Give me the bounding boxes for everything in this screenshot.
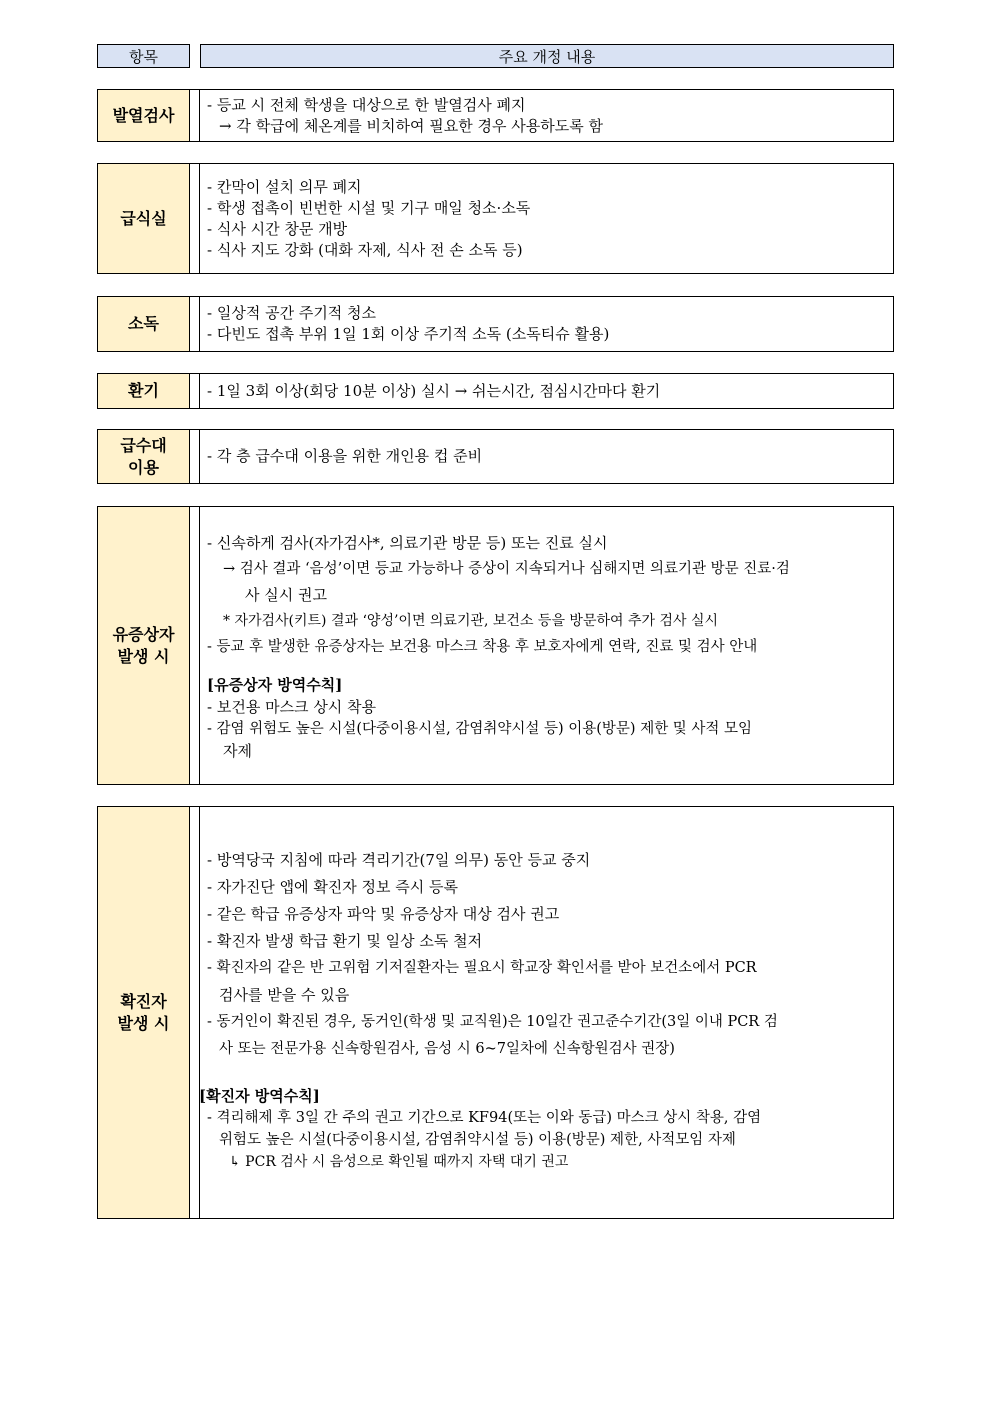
content-line: - 일상적 공간 주기적 청소 [207,304,377,322]
content-line: 검사를 받을 수 있음 [219,986,350,1004]
content-line: - 보건용 마스크 상시 착용 [207,697,377,716]
section-content [199,430,893,483]
content-line: - 1일 3회 이상(회당 10분 이상) 실시 → 쉬는시간, 점심시간마다 환기 [207,381,661,400]
content-line: - 학생 접촉이 빈번한 시설 및 기구 매일 청소·소독 [207,198,531,217]
section-label: 환기 [98,374,190,408]
content-line: - 칸막이 설치 의무 폐지 [207,177,362,196]
content-line: - 확진자의 같은 반 고위험 기저질환자는 필요시 학교장 확인서를 받아 보건소에서 PCR [207,960,757,976]
section-label: 소독 [98,297,190,351]
content-line: - 방역당국 지침에 따라 격리기간(7일 의무) 동안 등교 중지 [207,851,591,869]
header-content-col: 주요 개정 내용 [200,44,894,68]
section-label: 급식실 [98,164,190,273]
content-line: - 신속하게 검사(자가검사*, 의료기관 방문 등) 또는 진료 실시 [207,533,608,552]
content-line: - 동거인이 확진된 경우, 동거인(학생 및 교직원)은 10일간 권고준수기간(3일 이내 PCR 검 [207,1014,778,1030]
content-line: → 검사 결과 ‘음성’이면 등교 가능하나 증상이 지속되거나 심해지면 의료기관 방문 진료·검 [223,560,790,577]
content-line: 사 실시 권고 [245,585,327,604]
section-disinfection [97,296,894,352]
section-symptomatic [97,506,894,785]
section-label: 발열검사 [98,90,190,141]
section-fever-check [97,89,894,142]
rules-heading: [확진자 방역수칙] [199,1087,320,1105]
content-line: 위험도 높은 시설(다중이용시설, 감염취약시설 등) 이용(방문) 제한, 사적모임 자제 [219,1132,736,1148]
section-cafeteria [97,163,894,274]
content-line: - 등교 후 발생한 유증상자는 보건용 마스크 착용 후 보호자에게 연락, 진료 및 검사 안내 [207,638,758,655]
rules-heading: [유증상자 방역수칙] [207,675,343,694]
section-ventilation [97,373,894,409]
content-line: ↳ PCR 검사 시 음성으로 확인될 때까지 자택 대기 권고 [229,1154,569,1170]
section-label: 유증상자 발생 시 [98,507,190,784]
section-water-fountain [97,429,894,484]
content-line: - 식사 지도 강화 (대화 자제, 식사 전 손 소독 등) [207,240,523,259]
section-label: 확진자 발생 시 [98,807,190,1218]
content-line: - 감염 위험도 높은 시설(다중이용시설, 감염취약시설 등) 이용(방문) 제한 및 사적 모임 [207,720,753,737]
section-content [199,90,893,141]
content-line: * 자가검사(키트) 결과 ‘양성’이면 의료기관, 보건소 등을 방문하여 추가 검사 실시 [223,612,719,629]
table-header [97,44,894,68]
section-content [199,807,893,1218]
section-confirmed [97,806,894,1219]
content-line: 자제 [223,741,252,760]
section-content [199,164,893,273]
section-content [199,374,893,408]
content-line: - 식사 시간 창문 개방 [207,219,348,238]
content-line: - 확진자 발생 학급 환기 및 일상 소독 철저 [207,932,483,950]
content-line: → 각 학급에 체온계를 비치하여 필요한 경우 사용하도록 함 [219,116,603,135]
content-line: 사 또는 전문가용 신속항원검사, 음성 시 6~7일차에 신속항원검사 권장) [219,1041,675,1057]
header-item-col: 항목 [97,44,190,68]
content-line: - 등교 시 전체 학생을 대상으로 한 발열검사 폐지 [207,95,526,114]
content-line: - 격리해제 후 3일 간 주의 권고 기간으로 KF94(또는 이와 동급) 마스크 상시 착용, 감염 [207,1110,762,1126]
section-label: 급수대 이용 [98,430,190,483]
content-line: - 다빈도 접촉 부위 1일 1회 이상 주기적 소독 (소독티슈 활용) [207,325,610,343]
section-content [199,507,893,784]
content-line: - 같은 학급 유증상자 파악 및 유증상자 대상 검사 권고 [207,905,560,923]
content-line: - 각 층 급수대 이용을 위한 개인용 컵 준비 [207,447,483,465]
section-content [199,297,893,351]
content-line: - 자가진단 앱에 확진자 정보 즉시 등록 [207,878,459,896]
